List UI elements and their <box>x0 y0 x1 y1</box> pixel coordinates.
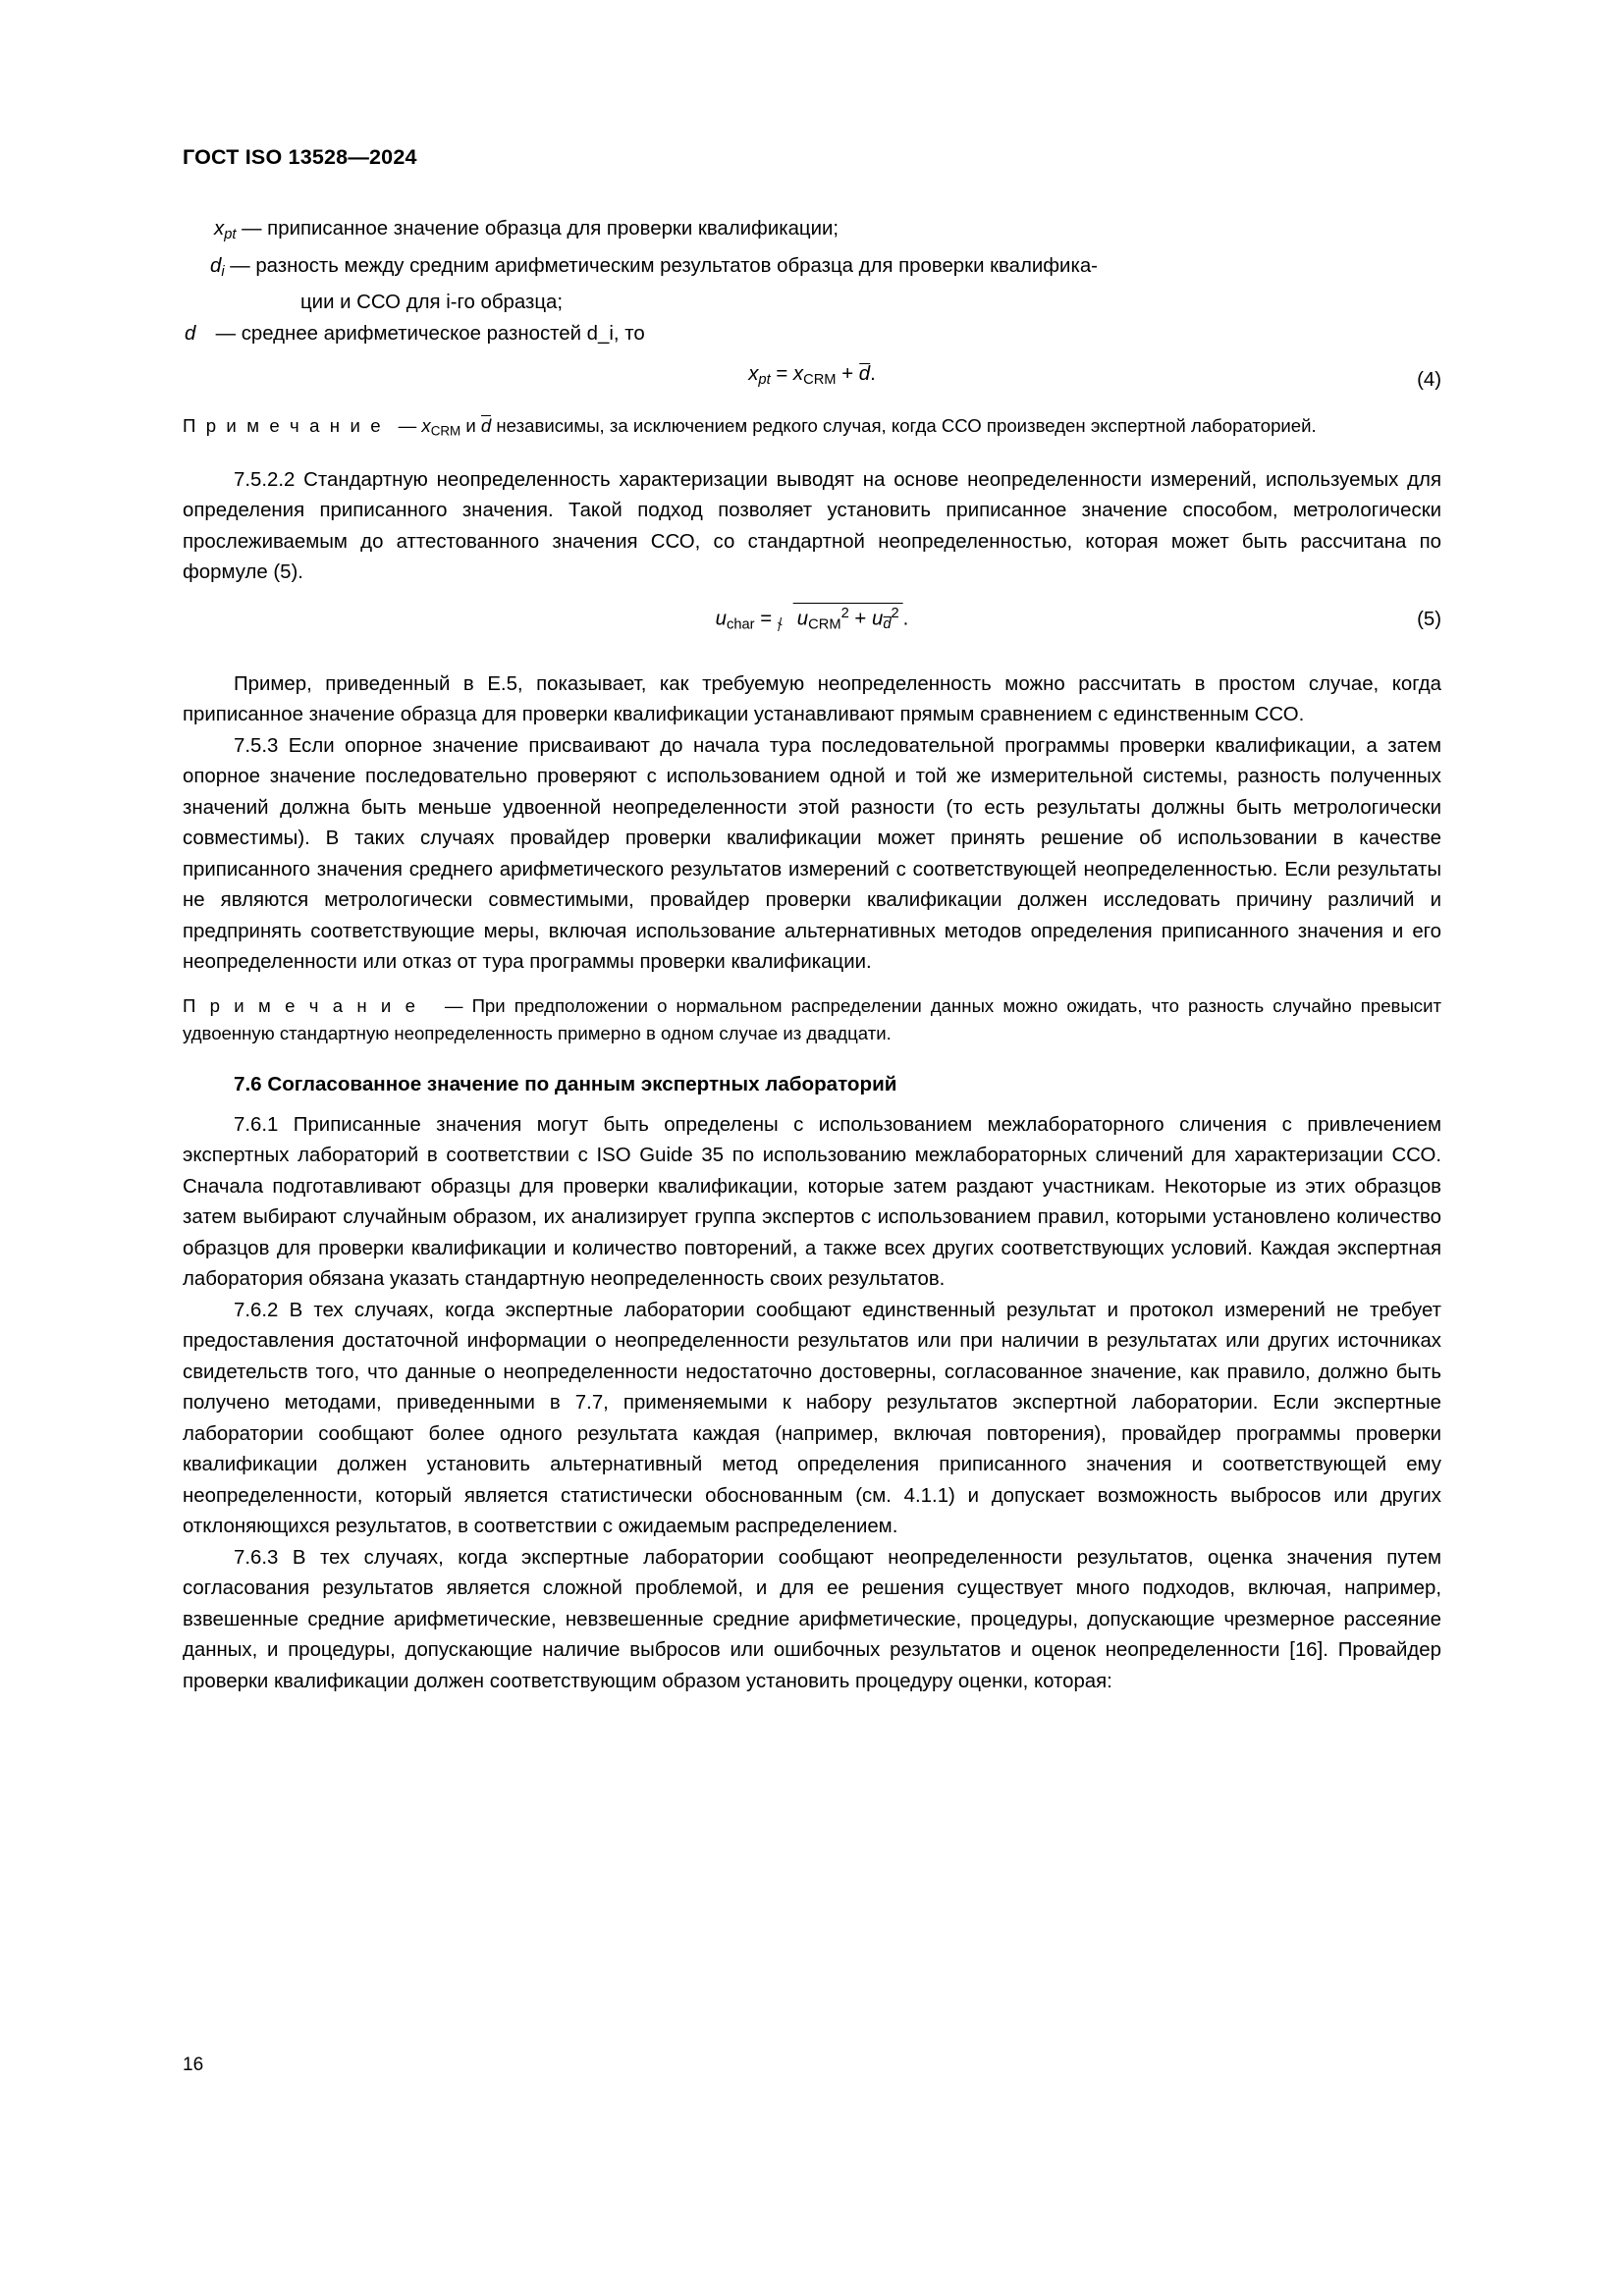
section-heading-7-6: 7.6 Согласованное значение по данным экспертных лабораторий <box>234 1072 897 1095</box>
equation-5 <box>183 603 1441 660</box>
note-2 <box>183 992 1441 1047</box>
equation-4-number: (4) <box>1417 369 1441 392</box>
paragraph-7-5-2-2: 7.5.2.2 Стандартную неопределенность характеризации выводят на основе неопределенности измерений, используемых для определения приписанного значения. Такой подход позволяет установить приписанное значение способом, метрологически прослеживаемым до аттестованного значения ССО, со стандартной неопределенностью, которая может быть рассчитана по формуле (5). <box>183 468 1441 584</box>
equation-5-body: $u_{char}$ = $u_{CRM}^2 + u_d^2$ . <box>716 603 909 633</box>
paragraph-7-6-3: 7.6.3 В тех случаях, когда экспертные лаборатории сообщают неопределенности результатов, оценка значения путем согласования результатов является сложной проблемой, и для ее решения существует много подходов, включая, например, взвешенные средние арифметические, невзвешенные средние арифметические, процедуры, допускающие чрезмерное рассеяние данных, и процедуры, допускающие наличие выбросов или ошибочных результатов и оценок неопределенности [16]. Провайдер проверки квалификации должен соответствующим образом установить процедуру оценки, которая: <box>183 1546 1441 1692</box>
note-2-head: П р и м е ч а н и е <box>183 994 418 1016</box>
equation-4-body: $x_{pt} = x_{CRM} + d$. <box>748 363 876 389</box>
page-content <box>183 214 1441 1697</box>
note-2-text: — При предположении о нормальном распределении данных можно ожидать, что разность случайно превысит удвоенную стандартную неопределенность примерно в одном случае из двадцати. <box>183 994 1442 1043</box>
symbol-definition-list <box>183 214 1441 349</box>
paragraph-7-5-3: 7.5.3 Если опорное значение присваивают до начала тура последовательной программы проверки квалификации, а затем опорное значение последовательно проверяют с использованием одной и той же измерительной системы, разность полученных значений должна быть меньше удвоенной неопределенности этой разности (то есть результаты должны быть метрологически совместимы). В таких случаях провайдер проверки квалификации может принять решение об использовании в качестве приписанного значения среднего арифметического результатов измерений с соответствующей неопределенностью. Если результаты не являются метрологически совместимыми, провайдер проверки квалификации должен исследовать причину различий и предпринять соответствующие меры, включая использование альтернативных методов определения приписанного значения и его неопределенности или отказ от тура программы проверки квалификации. <box>183 734 1441 974</box>
definition-dmean: d — среднее арифметическое разностей d_i, то <box>185 322 645 345</box>
equation-5-number: (5) <box>1417 608 1441 630</box>
definition-di-cont <box>183 288 1441 319</box>
definition-di-cont-text: ции и ССО для i-го образца; <box>300 292 564 314</box>
paragraph-example: Пример, приведенный в Е.5, показывает, как требуемую неопределенность можно рассчитать в простом случае, когда приписанное значение образца для проверки квалификации устанавливают прямым сравнением с единственным ССО. <box>183 672 1441 726</box>
note-1: П р и м е ч а н и е — $x_{CRM}$ и d независимы, за исключением редкого случая, когда ССО произведен экспертной лабораторией. <box>183 415 1317 439</box>
definition-xpt-text: — приписанное значение образца для проверки квалификации; <box>242 218 839 240</box>
definition-di: $d_i$ — разность между средним арифметическим результатов образца для проверки квалифика- <box>210 254 1098 280</box>
definition-dmean-text: — среднее арифметическое разностей d_i, то <box>215 322 645 345</box>
page-header: ГОСТ ISO 13528—2024 <box>183 145 417 169</box>
note-1-head: П р и м е ч а н и е <box>183 415 384 437</box>
definition-xpt: $x_{pt}$ — приписанное значение образца для проверки квалификации; <box>214 218 839 243</box>
page-number: 16 <box>183 2055 204 2075</box>
definition-di-text: — разность между средним арифметическим результатов образца для проверки квалифика- <box>230 254 1098 277</box>
equation-4 <box>183 363 1441 402</box>
paragraph-7-6-2: 7.6.2 В тех случаях, когда экспертные лаборатории сообщают единственный результат и протокол измерений не требует предоставления достаточной информации о неопределенности результатов или при наличии в результатах или других источниках свидетельств того, что данные о неопределенности недостаточно достоверны, согласованное значение, как правило, должно быть получено методами, приведенными в 7.7, применяемыми к набору результатов экспертной лаборатории. Если экспертные лаборатории сообщают более одного результата каждая (например, включая повторения), провайдер программы проверки квалификации должен установить альтернативный метод определения приписанного значения и соответствующей ему неопределенности, который является статистически обоснованным (см. 4.1.1) и допускает возможность выбросов или других отклоняющихся результатов, в соответствии с ожидаемым распределением. <box>183 1299 1441 1538</box>
paragraph-7-6-1: 7.6.1 Приписанные значения могут быть определены с использованием межлабораторного сличения с привлечением экспертных лабораторий в соответствии с ISO Guide 35 по использованию межлабораторных сличений для характеризации ССО. Сначала подготавливают образцы для проверки квалификации, которые затем раздают участникам. Некоторые из этих образцов затем выбирают случайным образом, их анализирует группа экспертов с использованием правил, которыми установлено количество образцов для проверки квалификации и количество повторений, а также всех других соответствующих условий. Каждая экспертная лаборатория обязана указать стандартную неопределенность своих результатов. <box>183 1113 1441 1291</box>
